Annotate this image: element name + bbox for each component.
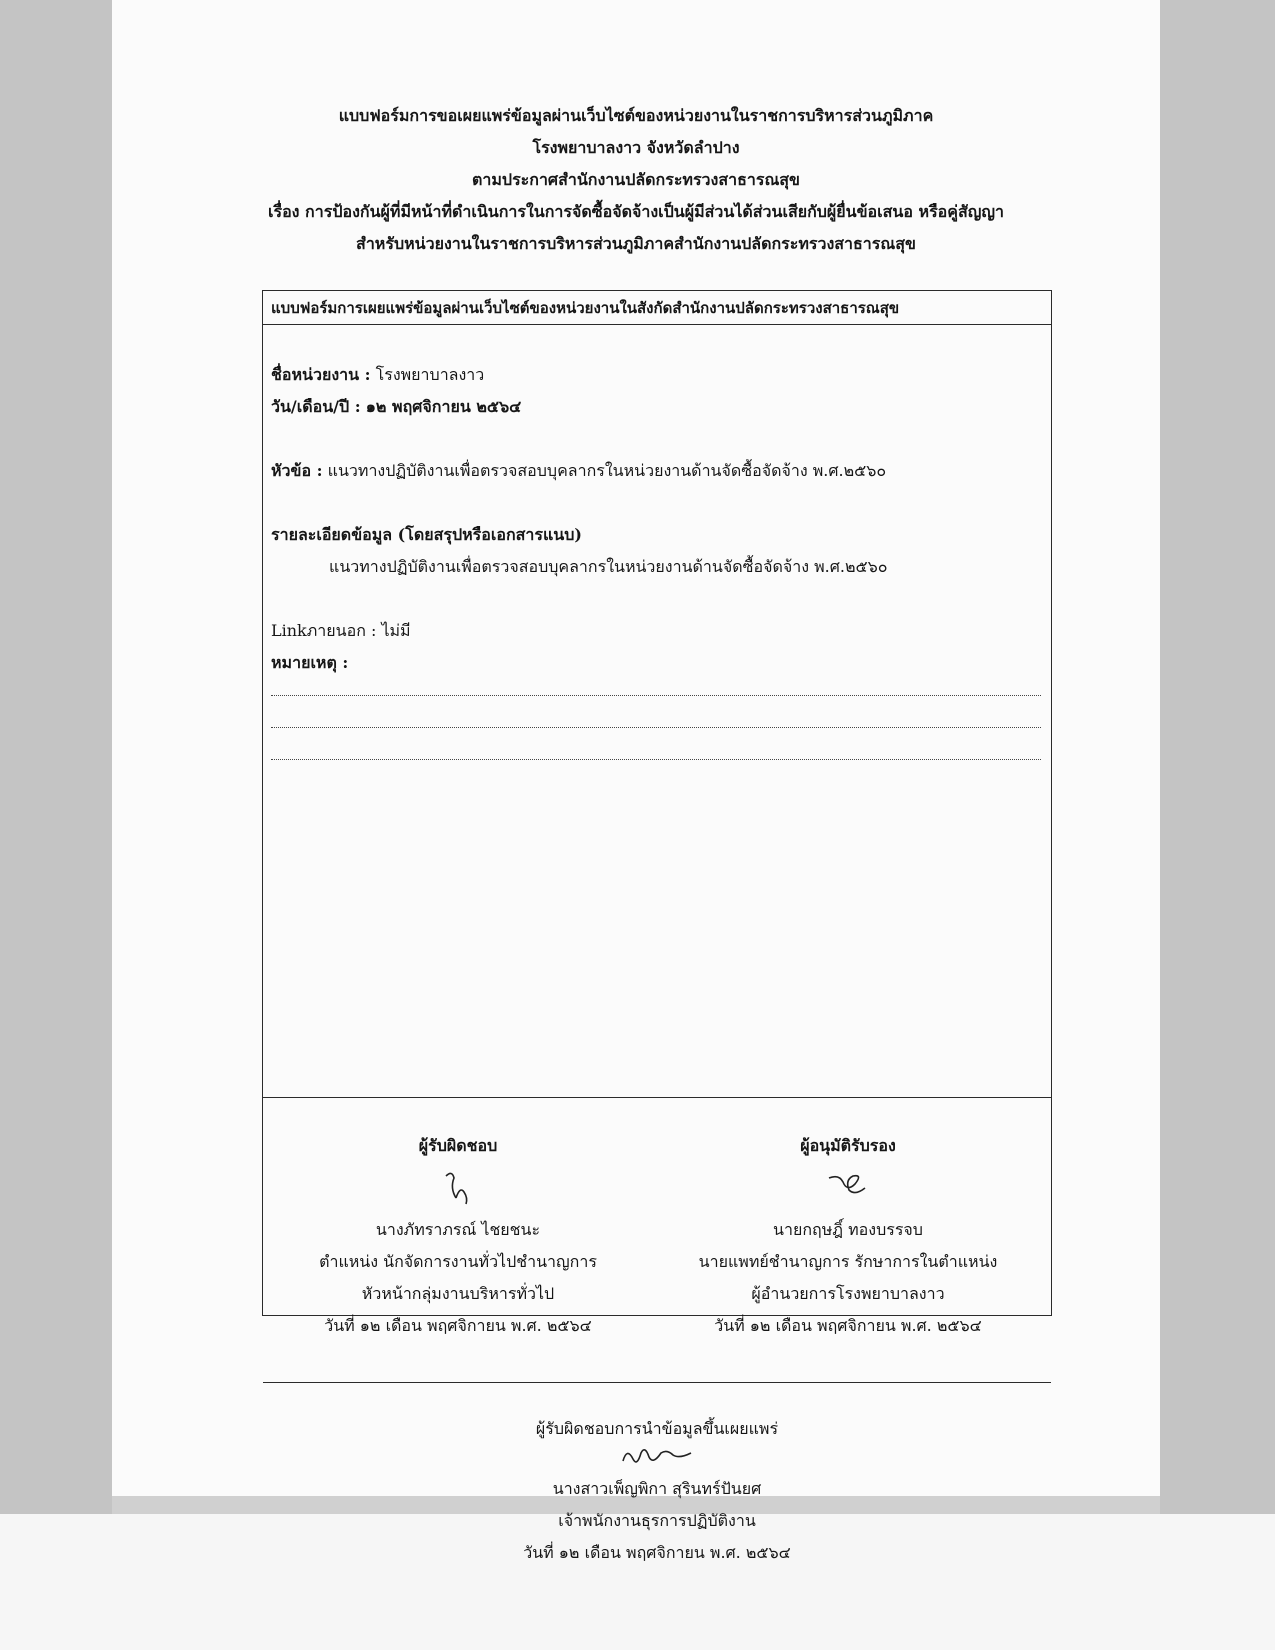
publisher-block bbox=[263, 1413, 1051, 1569]
link-row bbox=[271, 619, 411, 644]
form-details-section bbox=[263, 325, 1051, 1097]
topic-row bbox=[271, 459, 886, 484]
approver-heading: ผู้อนุมัติรับรอง bbox=[800, 1136, 896, 1155]
responsible-block bbox=[283, 1130, 633, 1342]
link-label: Linkภายนอก : bbox=[271, 621, 377, 640]
approver-position: นายแพทย์ชำนาญการ รักษาการในตำแหน่ง bbox=[698, 1252, 998, 1271]
topic-label: หัวข้อ : bbox=[271, 461, 323, 480]
detail-label: รายละเอียดข้อมูล (โดยสรุปหรือเอกสารแนบ) bbox=[271, 525, 582, 544]
approver-block bbox=[663, 1130, 1033, 1342]
date-row bbox=[271, 395, 521, 420]
note-row bbox=[271, 651, 348, 676]
responsible-signature bbox=[283, 1162, 633, 1214]
header-line-3: ตามประกาศสำนักงานปลัดกระทรวงสาธารณสุข bbox=[471, 170, 800, 189]
document-header bbox=[112, 100, 1160, 260]
note-line-3 bbox=[271, 759, 1041, 760]
header-line-4: เรื่อง การป้องกันผู้ที่มีหน้าที่ดำเนินการในการจัดซื้อจัดจ้างเป็นผู้มีส่วนได้ส่วนเสียกับผู้ยื่นข้อเสนอ หรือคู่สัญญา bbox=[268, 202, 1004, 221]
publisher-heading: ผู้รับผิดชอบการนำข้อมูลขึ้นเผยแพร่ bbox=[535, 1419, 779, 1438]
agency-row bbox=[271, 363, 484, 388]
responsible-role: หัวหน้ากลุ่มงานบริหารทั่วไป bbox=[361, 1284, 555, 1303]
topic-value: แนวทางปฏิบัติงานเพื่อตรวจสอบบุคลากรในหน่วยงานด้านจัดซื้อจัดจ้าง พ.ศ.๒๕๖๐ bbox=[327, 461, 887, 480]
note-label: หมายเหตุ : bbox=[271, 653, 349, 672]
date-value: ๑๒ พฤศจิกายน ๒๕๖๔ bbox=[365, 397, 522, 416]
scan-border-left bbox=[0, 0, 112, 1514]
publisher-section bbox=[263, 1382, 1051, 1617]
publisher-date: วันที่ ๑๒ เดือน พฤศจิกายน พ.ศ. ๒๕๖๔ bbox=[523, 1543, 791, 1562]
agency-value: โรงพยาบาลงาว bbox=[375, 365, 485, 384]
publisher-position: เจ้าพนักงานธุรการปฏิบัติงาน bbox=[558, 1511, 756, 1530]
signature-section bbox=[263, 1097, 1051, 1382]
signature-mark-icon bbox=[823, 1168, 873, 1198]
responsible-position: ตำแหน่ง นักจัดการงานทั่วไปชำนาญการ bbox=[319, 1252, 597, 1271]
signature-mark-icon bbox=[617, 1441, 697, 1471]
approver-role: ผู้อำนวยการโรงพยาบาลงาว bbox=[751, 1284, 945, 1303]
responsible-date: วันที่ ๑๒ เดือน พฤศจิกายน พ.ศ. ๒๕๖๔ bbox=[324, 1316, 592, 1335]
approver-name: นายกฤษฎิ์ ทองบรรจบ bbox=[773, 1220, 923, 1239]
header-line-1: แบบฟอร์มการขอเผยแพร่ข้อมูลผ่านเว็บไซต์ของหน่วยงานในราชการบริหารส่วนภูมิภาค bbox=[338, 106, 934, 125]
note-line-2 bbox=[271, 727, 1041, 728]
link-value: ไม่มี bbox=[381, 621, 411, 640]
header-line-2: โรงพยาบาลงาว จังหวัดลำปาง bbox=[532, 138, 740, 157]
agency-label: ชื่อหน่วยงาน : bbox=[271, 365, 371, 384]
document-page bbox=[112, 0, 1160, 1562]
form-title: แบบฟอร์มการเผยแพร่ข้อมูลผ่านเว็บไซต์ของหน่วยงานในสังกัดสำนักงานปลัดกระทรวงสาธารณสุข bbox=[263, 291, 1051, 325]
header-line-5: สำหรับหน่วยงานในราชการบริหารส่วนภูมิภาคสำนักงานปลัดกระทรวงสาธารณสุข bbox=[356, 234, 916, 253]
note-line-1 bbox=[271, 695, 1041, 696]
approver-date: วันที่ ๑๒ เดือน พฤศจิกายน พ.ศ. ๒๕๖๔ bbox=[714, 1316, 982, 1335]
detail-value: แนวทางปฏิบัติงานเพื่อตรวจสอบบุคลากรในหน่วยงานด้านจัดซื้อจัดจ้าง พ.ศ.๒๕๖๐ bbox=[329, 557, 888, 576]
approver-signature bbox=[663, 1162, 1033, 1214]
responsible-heading: ผู้รับผิดชอบ bbox=[418, 1136, 498, 1155]
scan-border-right bbox=[1160, 0, 1275, 1514]
form-box bbox=[262, 290, 1052, 1562]
date-label: วัน/เดือน/ปี : bbox=[271, 397, 361, 416]
detail-label-row bbox=[271, 523, 582, 548]
responsible-name: นางภัทราภรณ์ ไชยชนะ bbox=[375, 1220, 541, 1239]
publisher-name: นางสาวเพ็ญพิกา สุรินทร์ปันยศ bbox=[552, 1479, 762, 1498]
publisher-signature bbox=[263, 1445, 1051, 1473]
signature-mark-icon bbox=[438, 1168, 478, 1208]
